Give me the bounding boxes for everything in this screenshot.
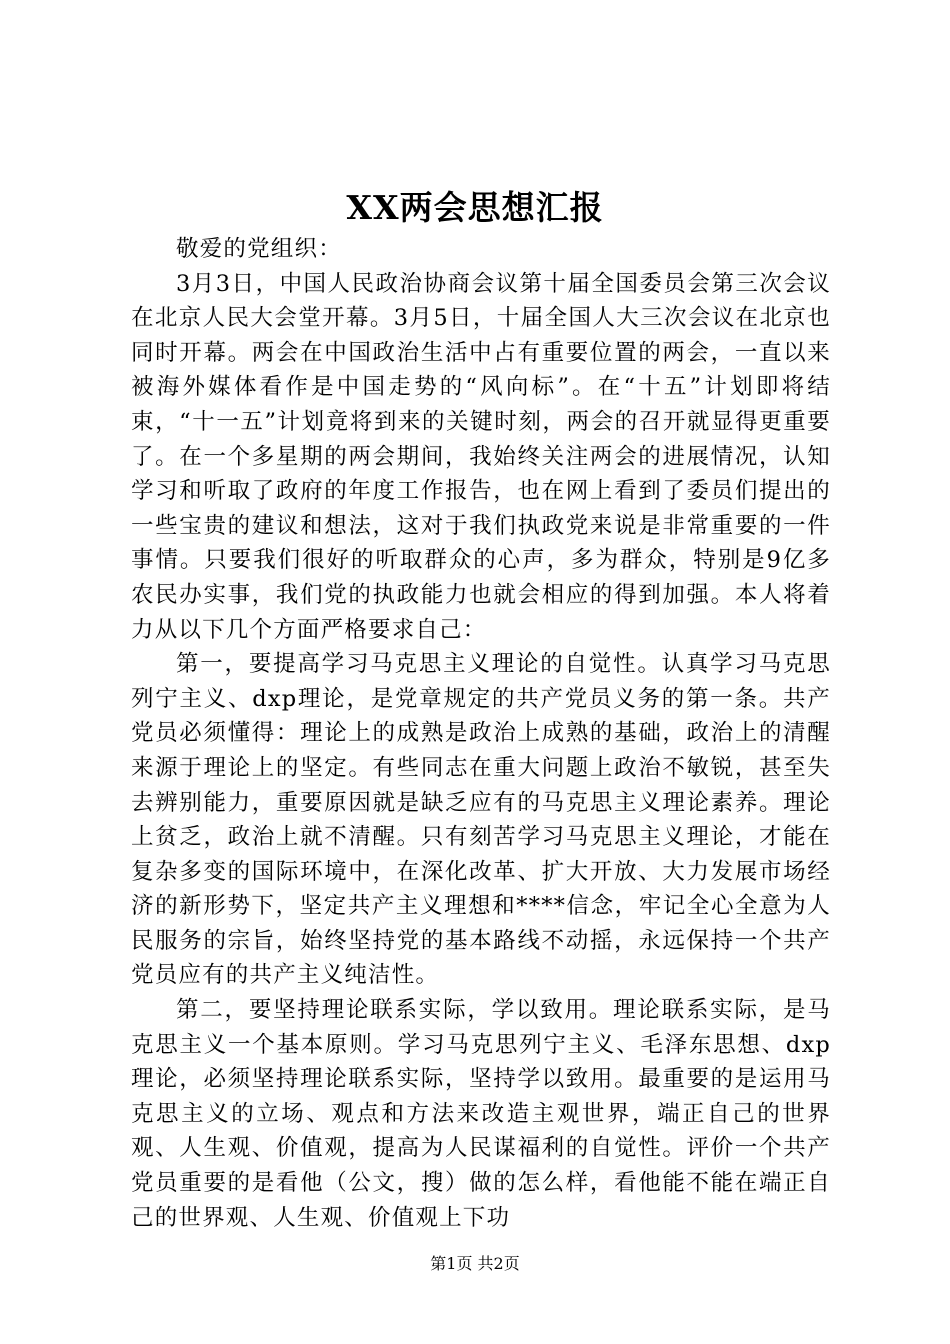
document-title: XX两会思想汇报: [346, 188, 604, 227]
paragraph-second-point: 第二，要坚持理论联系实际，学以致用。理论联系实际，是马克思主义一个基本原则。学习马克思列宁主义、毛泽东思想、dxp理论，必须坚持理论联系实际，坚持学以致用。最重要的是运用马克思主义的立场、观点和方法来改造主观世界，端正自己的世界观、人生观、价值观，提高为人民谋福利的自觉性。评价一个共产党员重要的是看他（公文，搜）做的怎么样，看他能不能在端正自己的世界观、人生观、价值观上下功: [131, 997, 831, 1231]
paragraph-first-point: 第一，要提高学习马克思主义理论的自觉性。认真学习马克思列宁主义、dxp理论，是党章规定的共产党员义务的第一条。共产党员必须懂得：理论上的成熟是政治上成熟的基础，政治上的清醒来源于理论上的坚定。有些同志在重大问题上政治不敏锐，甚至失去辨别能力，重要原因就是缺乏应有的马克思主义理论素养。理论上贫乏，政治上就不清醒。只有刻苦学习马克思主义理论，才能在复杂多变的国际环境中，在深化改革、扩大开放、大力发展市场经济的新形势下，坚定共产主义理想和****信念，牢记全心全意为人民服务的宗旨，始终坚持党的基本路线不动摇，永远保持一个共产党员应有的共产主义纯洁性。: [131, 651, 831, 989]
paragraph-intro: 3月3日，中国人民政治协商会议第十届全国委员会第三次会议在北京人民大会堂开幕。3月5日，十届全国人大三次会议在北京也同时开幕。两会在中国政治生活中占有重要位置的两会，一直以来被海外媒体看作是中国走势的“风向标”。在“十五”计划即将结束，“十一五”计划竟将到来的关键时刻，两会的召开就显得更重要了。在一个多星期的两会期间，我始终关注两会的进展情况，认知学习和听取了政府的年度工作报告，也在网上看到了委员们提出的一些宝贵的建议和想法，这对于我们执政党来说是非常重要的一件事情。只要我们很好的听取群众的心声，多为群众，特别是9亿多农民办实事，我们党的执政能力也就会相应的得到加强。本人将着力从以下几个方面严格要求自己：: [131, 270, 831, 643]
document-body: [131, 232, 831, 1235]
salutation: 敬爱的党组织：: [176, 236, 342, 262]
page-number-footer: 第1页 共2页: [430, 1254, 520, 1273]
